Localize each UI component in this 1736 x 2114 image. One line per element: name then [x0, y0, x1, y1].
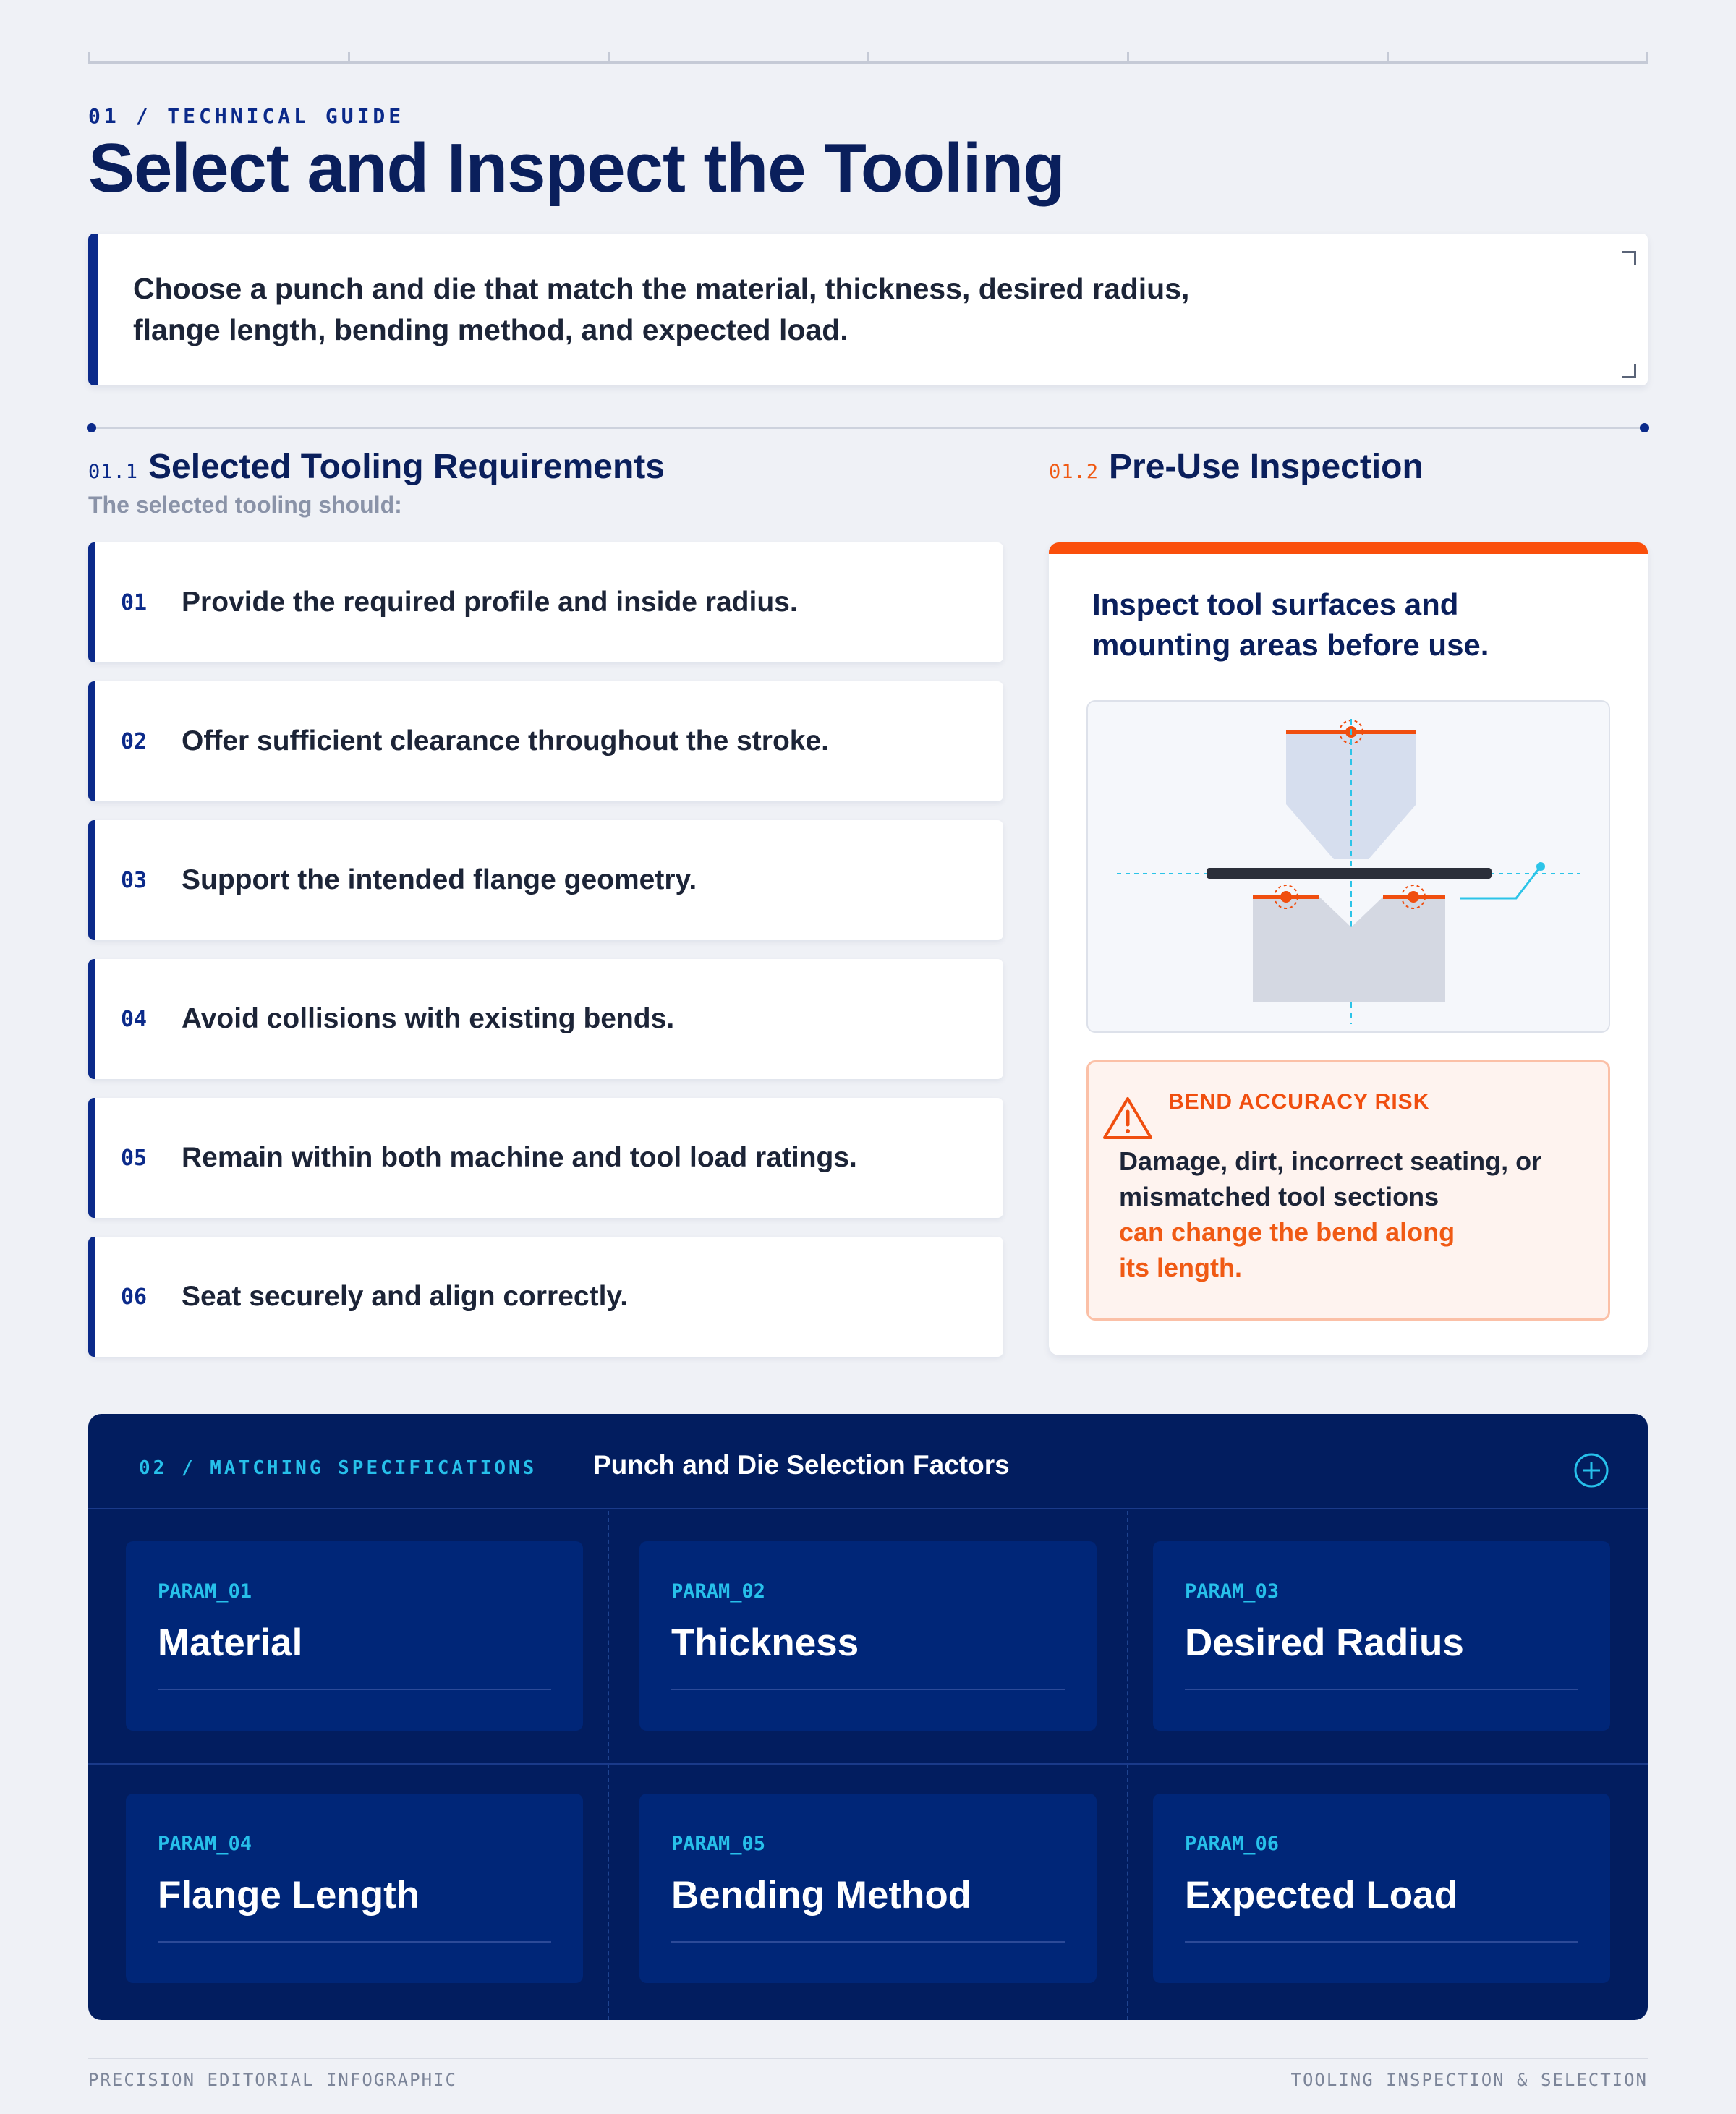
inspection-title: Pre-Use Inspection — [1109, 448, 1424, 486]
requirement-item — [88, 681, 1003, 801]
param-rule — [158, 1689, 551, 1690]
risk-label: BEND ACCURACY RISK — [1168, 1090, 1430, 1114]
requirement-item — [88, 542, 1003, 662]
param-rule — [1185, 1941, 1578, 1943]
corner-mark — [1622, 251, 1636, 265]
param-name: Desired Radius — [1185, 1621, 1464, 1664]
section-kicker: 01 / TECHNICAL GUIDE — [88, 104, 405, 128]
requirement-text: Seat securely and align correctly. — [182, 1281, 629, 1312]
footer-divider — [88, 2058, 1648, 2059]
param-rule — [671, 1689, 1065, 1690]
param-code: PARAM_05 — [671, 1833, 766, 1855]
divider-dot — [87, 423, 96, 432]
ruler-tick — [1646, 52, 1648, 64]
risk-warning: can change the bend along its length. — [1119, 1217, 1455, 1282]
inspection-card — [1049, 542, 1648, 1355]
requirement-item — [88, 820, 1003, 940]
param-name: Flange Length — [158, 1874, 420, 1917]
die-shape — [1253, 897, 1445, 1002]
specifications-title: Punch and Die Selection Factors — [593, 1450, 1010, 1480]
inspection-number: 01.2 — [1049, 461, 1099, 483]
requirement-text: Avoid collisions with existing bends. — [182, 1003, 675, 1034]
param-name: Material — [158, 1621, 303, 1664]
requirement-text: Offer sufficient clearance throughout the stroke. — [182, 725, 829, 756]
requirement-number: 06 — [121, 1284, 148, 1310]
param-card — [639, 1541, 1097, 1731]
corner-mark — [1622, 364, 1636, 378]
param-rule — [671, 1941, 1065, 1943]
requirement-number: 05 — [121, 1145, 148, 1171]
requirement-number: 01 — [121, 589, 148, 615]
requirements-title: Selected Tooling Requirements — [148, 448, 665, 486]
param-card — [1153, 1541, 1610, 1731]
requirement-text: Support the intended flange geometry. — [182, 864, 697, 895]
inspection-point — [1408, 891, 1419, 903]
ruler-tick — [88, 52, 90, 64]
risk-alert — [1086, 1060, 1610, 1321]
top-ruler — [88, 51, 1648, 64]
requirement-item — [88, 1237, 1003, 1357]
inspection-card-title: Inspect tool surfaces and mounting areas before use. — [1092, 587, 1489, 662]
grid-divider — [1127, 1511, 1128, 2020]
specifications-panel — [88, 1414, 1648, 2020]
risk-description: Damage, dirt, incorrect seating, or mismatched tool sections — [1119, 1146, 1542, 1211]
ruler-tick — [348, 52, 350, 64]
grid-divider — [608, 1511, 609, 2020]
param-card — [639, 1794, 1097, 1983]
section-divider — [88, 427, 1648, 429]
ruler-tick — [1127, 52, 1129, 64]
plus-circle-icon[interactable] — [1573, 1452, 1610, 1489]
param-card — [126, 1794, 583, 1983]
param-rule — [158, 1941, 551, 1943]
ruler-tick — [1387, 52, 1389, 64]
requirement-number: 02 — [121, 728, 148, 754]
divider-dot — [1640, 423, 1649, 432]
tooling-diagram — [1086, 700, 1610, 1033]
sheet-metal — [1207, 868, 1492, 879]
ruler-tick — [608, 52, 610, 64]
footer-left-text: PRECISION EDITORIAL INFOGRAPHIC — [88, 2070, 457, 2090]
requirement-text: Provide the required profile and inside radius. — [182, 587, 798, 618]
param-name: Expected Load — [1185, 1874, 1458, 1917]
page-title: Select and Inspect the Tooling — [88, 129, 1065, 207]
risk-body — [1119, 1143, 1582, 1285]
param-card — [1153, 1794, 1610, 1983]
inspection-point — [1280, 891, 1292, 903]
requirement-item — [88, 1098, 1003, 1218]
param-code: PARAM_03 — [1185, 1580, 1280, 1603]
param-name: Thickness — [671, 1621, 859, 1664]
requirement-number: 03 — [121, 867, 148, 893]
specifications-kicker: 02 / MATCHING SPECIFICATIONS — [139, 1457, 537, 1479]
intro-card — [88, 234, 1648, 385]
param-card — [126, 1541, 583, 1731]
requirement-item — [88, 959, 1003, 1079]
requirements-list — [88, 542, 1003, 1376]
param-code: PARAM_04 — [158, 1833, 252, 1855]
param-code: PARAM_06 — [1185, 1833, 1280, 1855]
param-rule — [1185, 1689, 1578, 1690]
requirement-number: 04 — [121, 1006, 148, 1032]
param-code: PARAM_01 — [158, 1580, 252, 1603]
requirement-text: Remain within both machine and tool load ratings. — [182, 1142, 857, 1173]
requirements-number: 01.1 — [88, 461, 139, 483]
intro-text: Choose a punch and die that match the material, thickness, desired radius, flange length, bending method, and expected load. — [133, 272, 1190, 346]
ruler-tick — [867, 52, 869, 64]
requirements-header — [88, 447, 665, 487]
callout-dot — [1536, 862, 1545, 871]
punch-die-illustration — [1088, 702, 1609, 1031]
grid-divider — [88, 1763, 1648, 1765]
footer-right-text: TOOLING INSPECTION & SELECTION — [1290, 2070, 1648, 2090]
inspection-header — [1049, 447, 1424, 487]
param-name: Bending Method — [671, 1874, 972, 1917]
param-code: PARAM_02 — [671, 1580, 766, 1603]
warning-icon — [1102, 1094, 1154, 1141]
specifications-header — [88, 1414, 1648, 1509]
requirements-subtitle: The selected tooling should: — [88, 492, 402, 518]
